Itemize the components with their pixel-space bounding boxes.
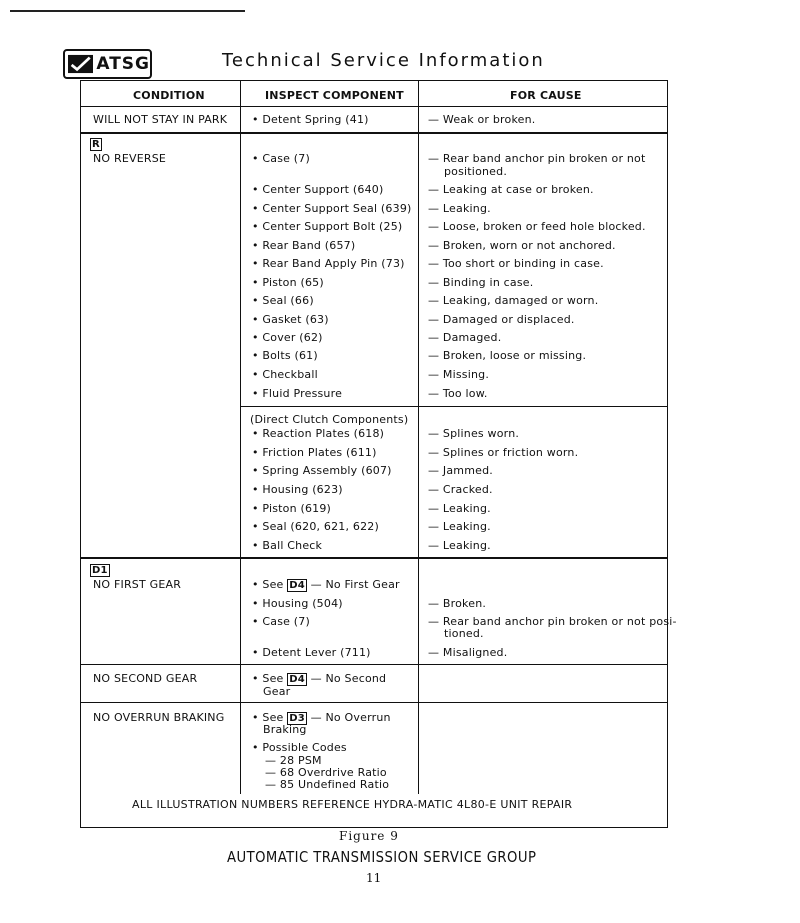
cause-item: — Too short or binding in case.: [428, 257, 604, 270]
cause-item: — Splines or friction worn.: [428, 446, 579, 459]
condition-park: WILL NOT STAY IN PARK: [93, 113, 228, 126]
top-rule: [10, 10, 245, 12]
cause-item: — Broken, worn or not anchored.: [428, 239, 616, 252]
condition-reverse: NO REVERSE: [93, 152, 167, 165]
component-item: • Seal (66): [252, 294, 314, 307]
cause-item: — Leaking.: [428, 502, 491, 515]
cause-item: — Damaged.: [428, 331, 502, 344]
cause-item: — Loose, broken or feed hole blocked.: [428, 220, 646, 233]
col-header-condition: CONDITION: [133, 89, 205, 102]
cause-item: — Cracked.: [428, 483, 493, 496]
divider-v1c: [240, 558, 241, 703]
cause-item: — Damaged or displaced.: [428, 313, 575, 326]
cause-item: — Missing.: [428, 368, 490, 381]
cause-item: — Too low.: [428, 387, 488, 400]
component-item: • Seal (620, 621, 622): [252, 520, 379, 533]
component-item: • Rear Band (657): [252, 239, 356, 252]
possible-codes-label: • Possible Codes: [252, 741, 347, 754]
component-item: • Piston (619): [252, 502, 332, 515]
component-item: • Piston (65): [252, 276, 324, 289]
condition-overrun-braking: NO OVERRUN BRAKING: [93, 711, 225, 724]
condition-second-gear: NO SECOND GEAR: [93, 672, 198, 685]
range-code-d1: D1: [92, 565, 108, 576]
col-header-cause: FOR CAUSE: [510, 89, 582, 102]
code-item: — 85 Undefined Ratio: [265, 778, 390, 791]
component-item: • Friction Plates (611): [252, 446, 377, 459]
clutch-rule: [240, 406, 668, 407]
cause-item: — Jammed.: [428, 464, 493, 477]
see-reference: • See D4 — No First Gear: [252, 578, 400, 591]
component-item: • Gasket (63): [252, 313, 329, 326]
logo-text: ATSG: [96, 54, 150, 74]
cause-item: — Broken.: [428, 597, 487, 610]
component-item: • Housing (504): [252, 597, 343, 610]
cause-item: — Broken, loose or missing.: [428, 349, 587, 362]
cause-item-cont: positioned.: [444, 165, 508, 178]
see-reference: • See D3 — No Overrun: [252, 711, 391, 724]
component-item: • Housing (623): [252, 483, 343, 496]
reverse-rule: [80, 557, 668, 559]
cause-item: — Leaking, damaged or worn.: [428, 294, 599, 307]
col-header-inspect: INSPECT COMPONENT: [265, 89, 404, 102]
component-item: • Reaction Plates (618): [252, 427, 385, 440]
component-item: • Checkball: [252, 368, 318, 381]
component-item: • Bolts (61): [252, 349, 318, 362]
divider-v2: [418, 80, 419, 794]
footer-group-name: AUTOMATIC TRANSMISSION SERVICE GROUP: [227, 848, 537, 866]
header-rule: [80, 106, 668, 107]
component-item: • Center Support (640): [252, 183, 384, 196]
cause-item: — Rear band anchor pin broken or not posi-: [428, 615, 677, 628]
park-rule: [80, 132, 668, 134]
cause-item: — Rear band anchor pin broken or not: [428, 152, 646, 165]
divider-v1b: [240, 703, 241, 794]
component-item: • Center Support Seal (639): [252, 202, 412, 215]
cause-item: — Leaking.: [428, 520, 491, 533]
cause-item: — Weak or broken.: [428, 113, 536, 126]
cause-item: — Misaligned.: [428, 646, 508, 659]
second-rule: [80, 702, 668, 703]
page-number: 11: [366, 871, 382, 885]
cause-item: — Leaking at case or broken.: [428, 183, 594, 196]
cause-item: — Leaking.: [428, 202, 491, 215]
component-item: • Rear Band Apply Pin (73): [252, 257, 405, 270]
atsg-logo: [63, 49, 152, 79]
component-item: • Case (7): [252, 615, 310, 628]
range-code-r: R: [92, 139, 100, 150]
page-title: Technical Service Information: [222, 50, 545, 71]
cause-item: — Leaking.: [428, 539, 491, 552]
component-item: • Fluid Pressure: [252, 387, 343, 400]
component-item: • Detent Spring (41): [252, 113, 369, 126]
component-item: • Ball Check: [252, 539, 323, 552]
first-rule: [80, 664, 668, 665]
code-item: — 68 Overdrive Ratio: [265, 766, 387, 779]
component-item: • Detent Lever (711): [252, 646, 371, 659]
clutch-heading: (Direct Clutch Components): [250, 413, 409, 426]
cause-item: — Splines worn.: [428, 427, 520, 440]
see-reference: • See D4 — No Second: [252, 672, 387, 685]
illustration-note: ALL ILLUSTRATION NUMBERS REFERENCE HYDRA-MATIC 4L80-E UNIT REPAIR: [132, 798, 573, 811]
cause-item-cont: tioned.: [444, 627, 484, 640]
code-item: — 28 PSM: [265, 754, 322, 767]
condition-first-gear: NO FIRST GEAR: [93, 578, 182, 591]
see-reference-cont: Braking: [263, 723, 307, 736]
checkmark-icon: [68, 54, 93, 74]
component-item: • Cover (62): [252, 331, 323, 344]
see-reference-cont: Gear: [263, 685, 291, 698]
component-item: • Center Support Bolt (25): [252, 220, 403, 233]
figure-caption: Figure 9: [339, 829, 399, 843]
cause-item: — Binding in case.: [428, 276, 534, 289]
component-item: • Case (7): [252, 152, 310, 165]
component-item: • Spring Assembly (607): [252, 464, 392, 477]
divider-v1: [240, 80, 241, 558]
